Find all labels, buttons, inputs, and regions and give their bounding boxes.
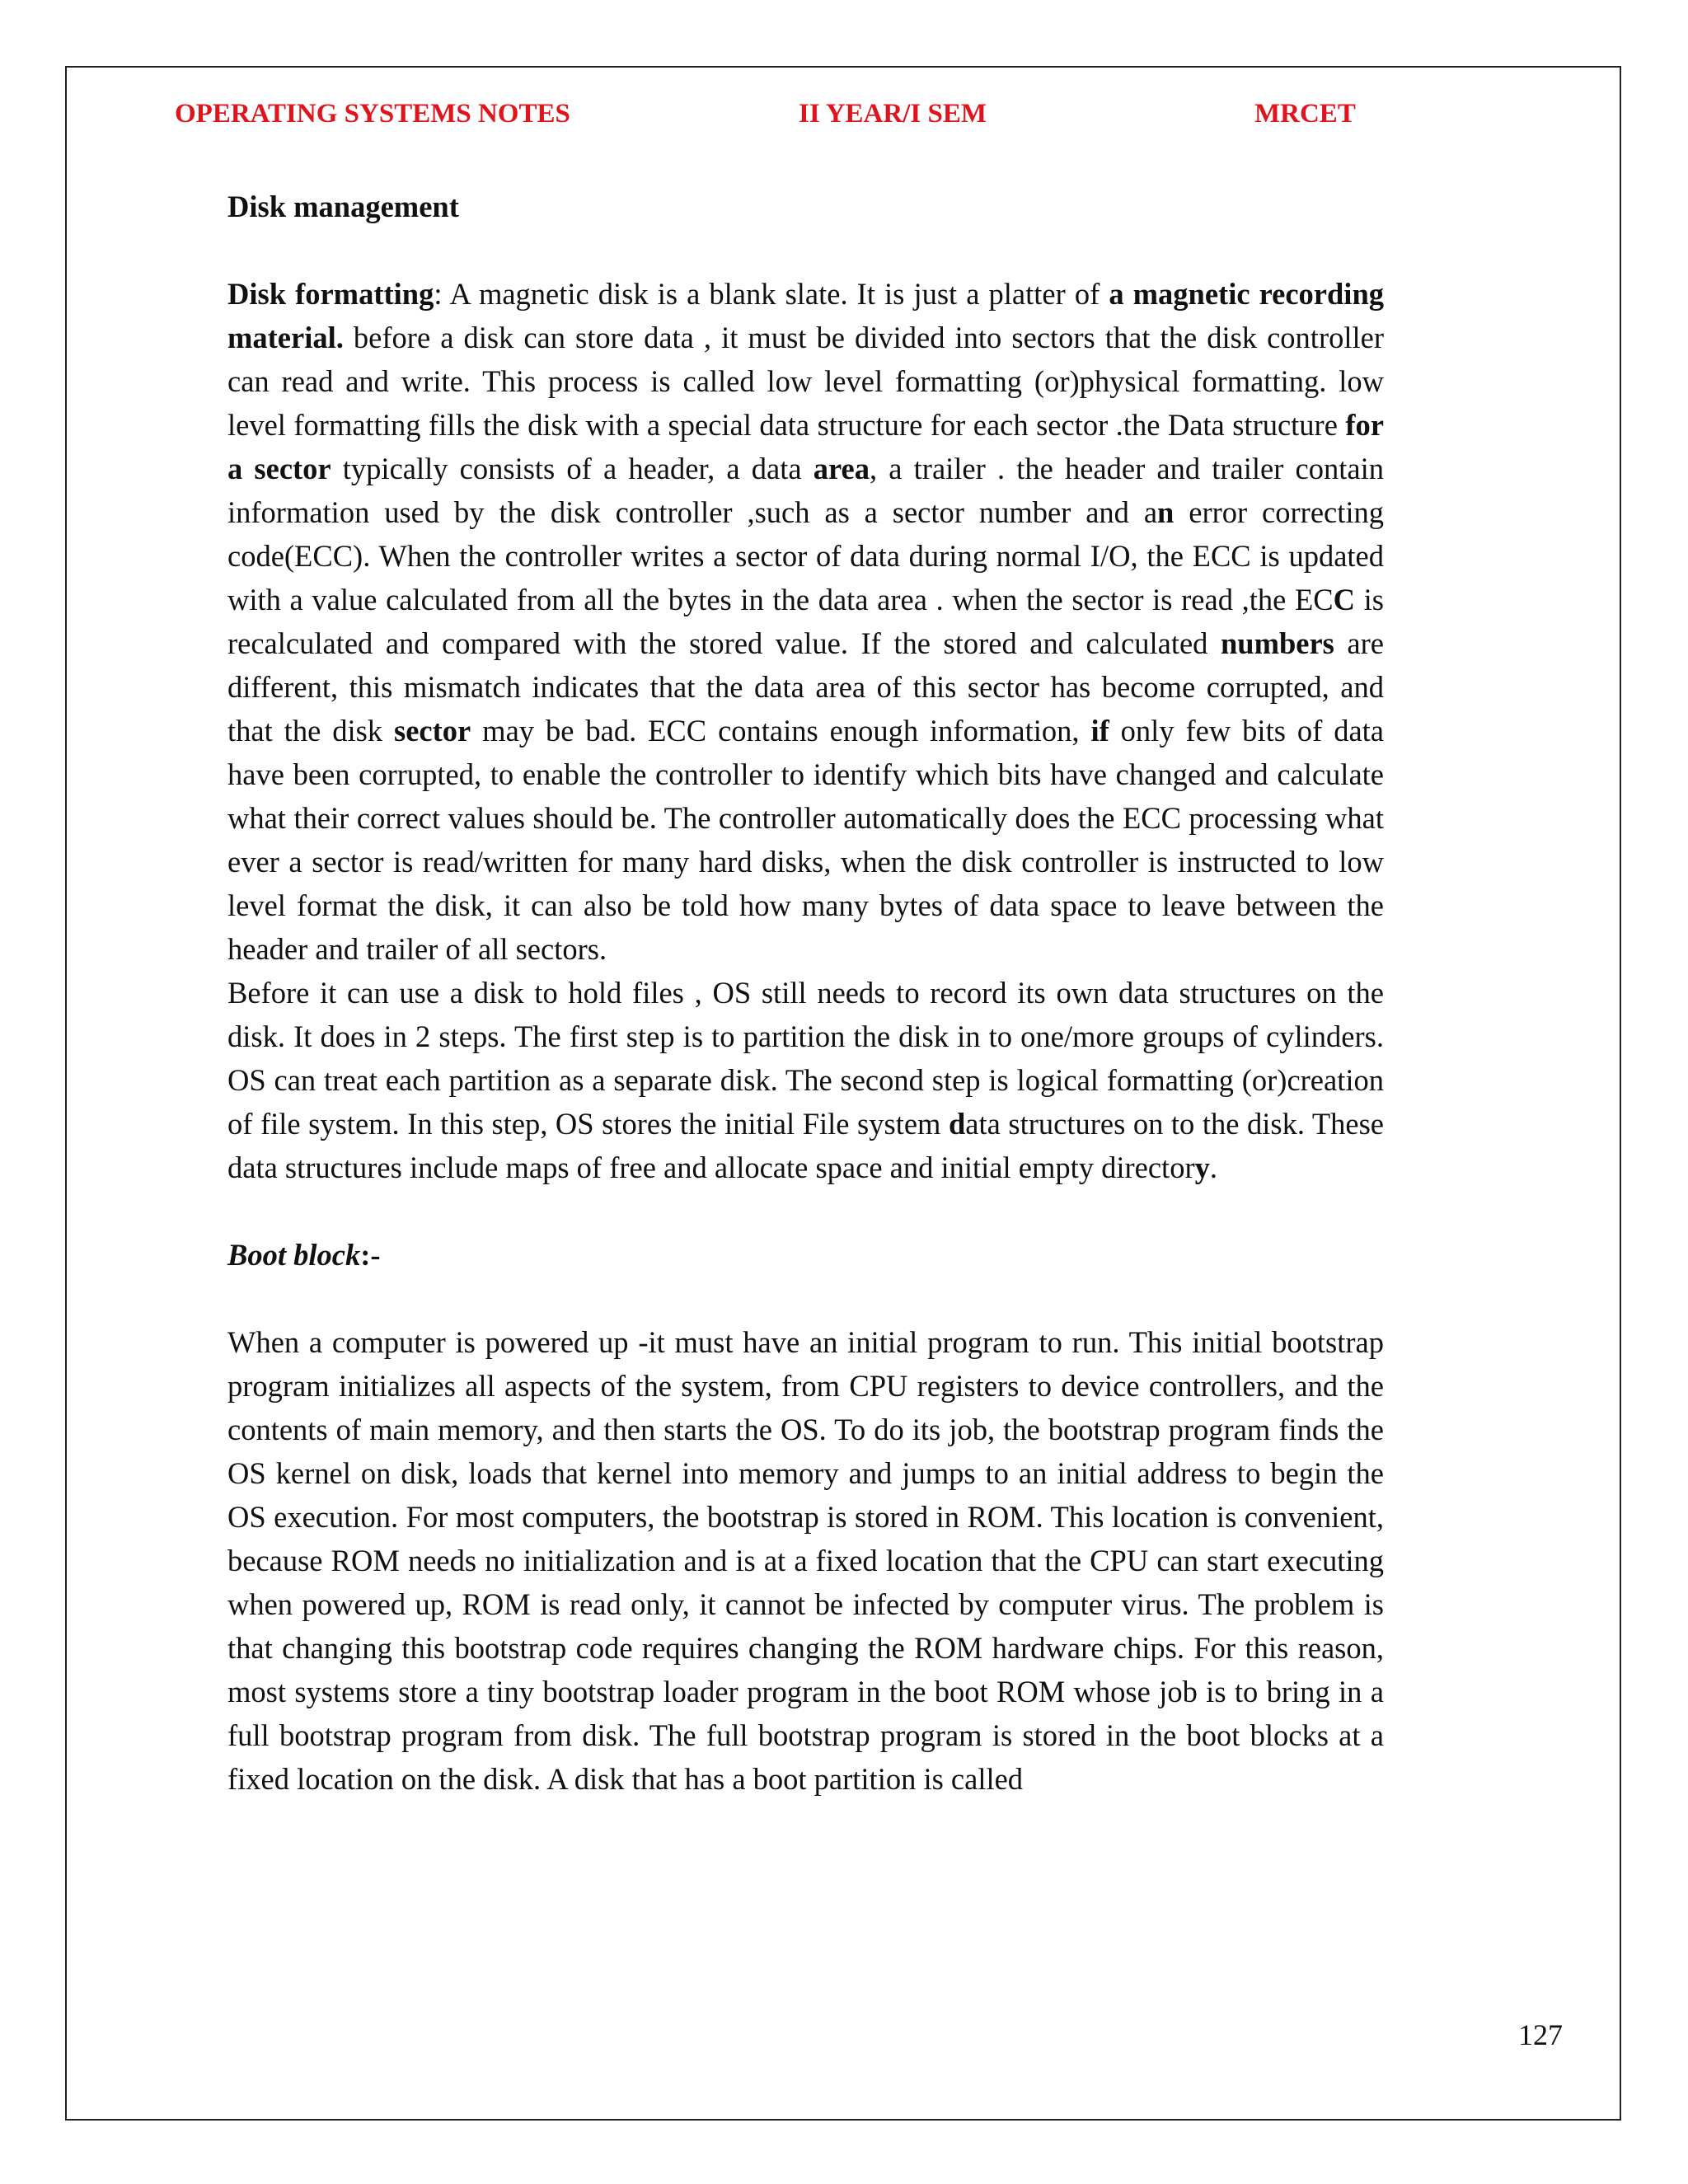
header-institution: MRCET [1254,99,1356,129]
page-content [227,185,1384,1801]
header-course-title: OPERATING SYSTEMS NOTES [175,99,570,129]
logical-formatting-paragraph: Before it can use a disk to hold files , OS still needs to record its own data structures on the disk. It does in 2 steps. The first step is to partition the disk in to one/more groups of cylinders. OS can treat each partition as a separate disk. The second step is logical formatting (or)creation of file system. In this step, OS stores the initial File system data structures on to the disk. These data structures include maps of free and allocate space and initial empty directory. [227,976,1384,1184]
header-year-semester: II YEAR/I SEM [799,99,987,129]
term-disk-formatting: Disk formatting [227,277,434,311]
section-title-boot-block: Boot block:- [227,1238,381,1272]
page-number: 127 [1518,2018,1563,2051]
disk-formatting-paragraph: Disk formatting: A magnetic disk is a blank slate. It is just a platter of a magnetic recording material. before a disk can store data , it must be divided into sectors that the disk controller can read and write. This process is called low level formatting (or)physical formatting. low level formatting fills the disk with a special data structure for each sector .the Data structure for a sector typically consists of a header, a data area, a trailer . the header and trailer contain information used by the disk controller ,such as a sector number and an error correcting code(ECC). When the controller writes a sector of data during normal I/O, the ECC is updated with a value calculated from all the bytes in the data area . when the sector is read ,the ECC is recalculated and compared with the stored value. If the stored and calculated numbers are different, this mismatch indicates that the data area of this sector has become corrupted, and that the disk sector may be bad. ECC contains enough information, if only few bits of data have been corrupted, to enable the controller to identify which bits have changed and calculate what their correct values should be. The controller automatically does the ECC processing what ever a sector is read/written for many hard disks, when the disk controller is instructed to low level format the disk, it can also be told how many bytes of data space to leave between the header and trailer of all sectors. [227,277,1385,966]
section-title-disk-management: Disk management [227,190,459,223]
boot-block-paragraph: When a computer is powered up -it must have an initial program to run. This initial bootstrap program initializes all aspects of the system, from CPU registers to device controllers, and the contents of main memory, and then starts the OS. To do its job, the bootstrap program finds the OS kernel on disk, loads that kernel into memory and jumps to an initial address to begin the OS execution. For most computers, the bootstrap is stored in ROM. This location is convenient, because ROM needs no initialization and is at a fixed location that the CPU can start executing when powered up, ROM is read only, it cannot be infected by computer virus. The problem is that changing this bootstrap code requires changing the ROM hardware chips. For this reason, most systems store a tiny bootstrap loader program in the boot ROM whose job is to bring in a full bootstrap program from disk. The full bootstrap program is stored in the boot blocks at a fixed location on the disk. A disk that has a boot partition is called [227,1325,1384,1796]
